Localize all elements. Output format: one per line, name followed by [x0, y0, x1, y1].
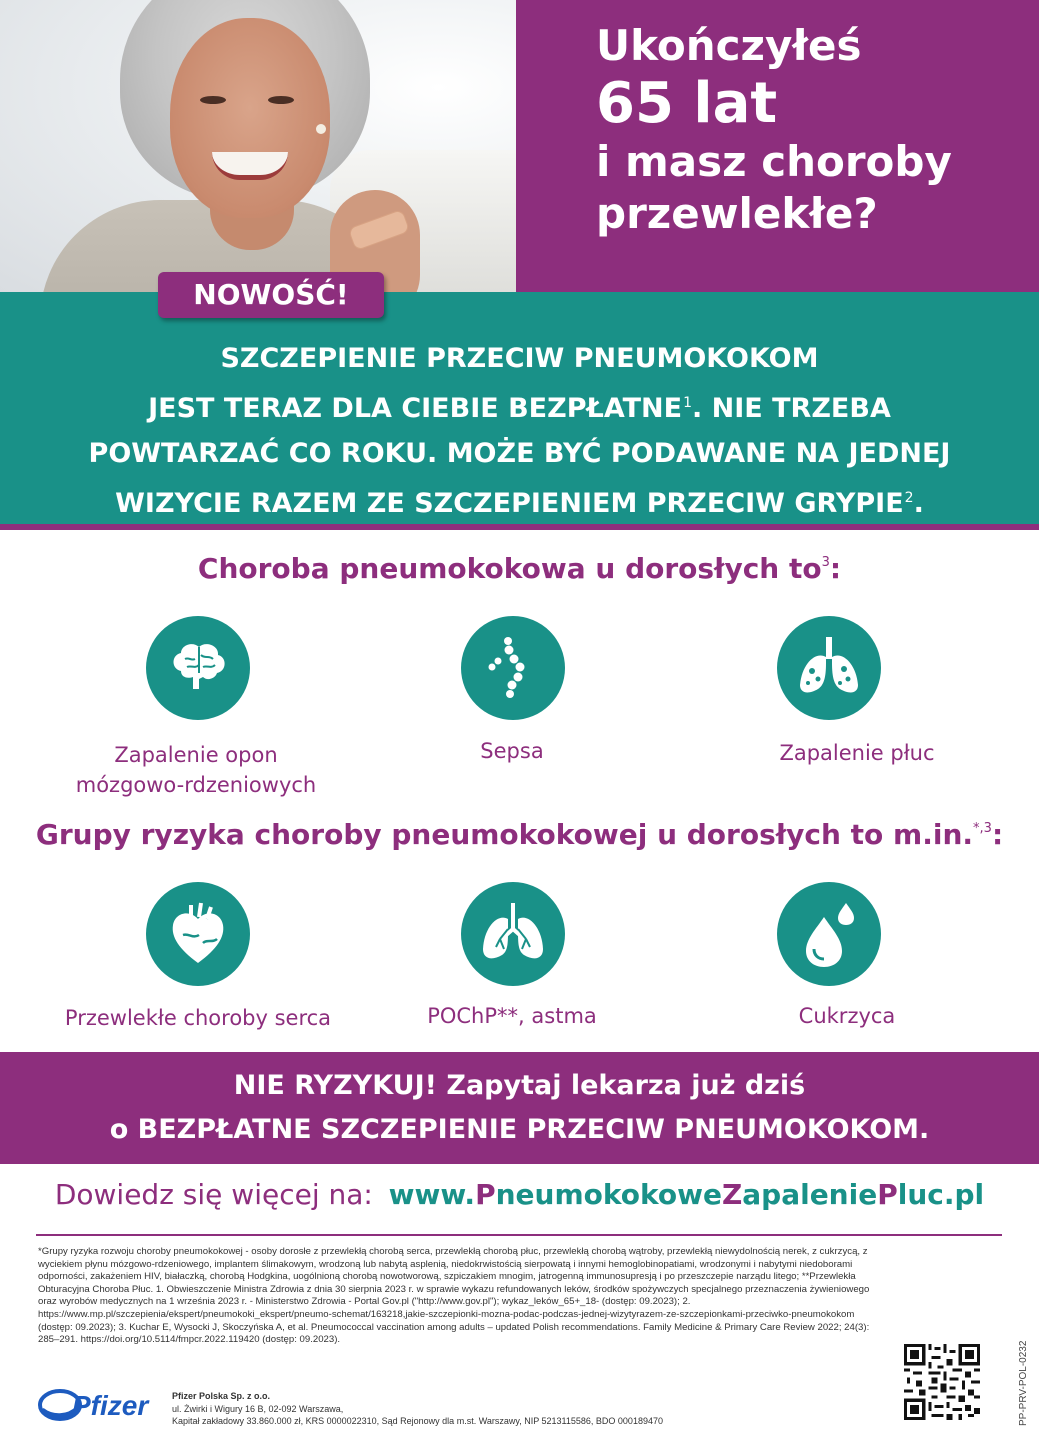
new-badge: NOWOŚĆ! — [158, 272, 384, 318]
more-info — [0, 1178, 1039, 1211]
company-name: Pfizer Polska Sp. z o.o. — [172, 1391, 271, 1401]
infected-lungs-icon — [777, 616, 881, 720]
risk-diabetes: Cukrzyca — [798, 1004, 896, 1028]
blood-drop-icon — [777, 882, 881, 986]
headline-line-3: i masz choroby — [596, 137, 952, 186]
section-title-risk-groups: Grupy ryzyka choroby pneumokokowej u dorosłych to m.in.$^{*,3}$: — [35, 818, 1004, 851]
info-banner-text — [0, 336, 1039, 526]
footnote: *Grupy ryzyka rozwoju choroby pneumokokowej - osoby dorosłe z przewlekłą chorobą serca, przewlekłą chorobą płuc, przewlekłą chorobą wątroby, przewlekłą niewydolnością nerek, z cukrzycą, z wyciekiem płynu mózgowo-rdzeniowego, implantem ślimakowym, wrodzoną lub nabytą asplenią, niedokrwistością sierpowatą i innymi hemoglobinopatiami, wrodzonymi i nabytymi niedoborami odporności, zakażeniem HIV, białaczką, chorobą Hodgkina, uogólnioną chorobą nowotworową, szpiczakiem mnogim, jatrogenną immunosupresją i po przeszczepie narządu litego; **Przewlekła Obturacyjna Choroba Płuc. 1. Obwieszczenie Ministra Zdrowia z dnia 30 sierpnia 2023 r. w sprawie wykazu refundowanych leków, środków spożywczych specjalnego przeznaczenia żywieniowego oraz wyrobów medycznych na 1 września 2023 r. - Ministerstwo Zdrowia - Portal Gov.pl ("http://www.gov.pl"); wykaz_leków_65+_18- (dostęp: 09.2023); 2. https://www.mp.pl/szczepienia/ekspert/pneumokoki_ekspert/pneumo-schemat/163218,jakie-szczepionki-mozna-podac-podczas-jednej-wizytyrazem-ze-szczepionkami-przeciwko-pneumokokom (dostęp: 09.2023); 3. Kuchar E, Wysocki J, Skoczyńska A, et al. Pneumococcal vaccination among adults – updated Polish recommendations. Family Medicine & Primary Care Review 2022; 24(3): 285–291. https://doi.org/10.5114/fmpcr.2022.119420 (dostęp: 09.2023). — [38, 1246, 870, 1346]
banner-row-2: JEST TERAZ DLA CIEBIE BEZPŁATNE$^1$. NIE TRZEBA — [148, 393, 891, 424]
heart-icon — [146, 882, 250, 986]
risk-heart-disease: Przewlekłe choroby serca — [64, 1006, 332, 1030]
disease-meningitis: Zapalenie opon mózgowo-rdzeniowych — [75, 743, 317, 797]
headline-line-2: 65 lat — [596, 71, 778, 136]
hero-photo — [0, 0, 516, 292]
company-legal: Kapitał zakładowy 33.860.000 zł, KRS 0000022310, Sąd Rejonowy dla m.st. Warszawy, NIP 5213115586, BDO 000189470 — [172, 1416, 663, 1426]
disease-pneumonia: Zapalenie płuc — [779, 741, 935, 765]
website-link[interactable]: www.PneumokokoweZapaleniePluc.pl — [388, 1178, 985, 1211]
headline-panel — [516, 0, 1039, 292]
headline-line-4: przewlekłe? — [596, 189, 878, 238]
section-title-disease: Choroba pneumokokowa u dorosłych $to^3$: — [197, 552, 842, 585]
more-info-label: Dowiedz się więcej na: — [54, 1178, 373, 1211]
banner-row-3: POWTARZAĆ CO ROKU. MOŻE BYĆ PODAWANE NA JEDNEJ — [88, 438, 951, 469]
banner-row-1: SZCZEPIENIE PRZECIW PNEUMOKOKOM — [220, 343, 819, 374]
document-code: PP-PRV-POL-0232 — [1018, 1340, 1029, 1426]
headline — [596, 20, 952, 240]
cta-line-2: o BEZPŁATNE SZCZEPIENIE PRZECIW PNEUMOKOKOM. — [109, 1114, 930, 1145]
lungs-icon — [461, 882, 565, 986]
company-address: ul. Żwirki i Wigury 16 B, 02-092 Warszawa, — [172, 1403, 344, 1414]
footer-divider — [36, 1234, 1002, 1236]
brain-icon — [146, 616, 250, 720]
pfizer-logo — [38, 1384, 148, 1430]
divider — [0, 524, 1039, 530]
cta-line-1: NIE RYZYKUJ! Zapytaj lekarza już dziś — [233, 1070, 806, 1101]
risk-copd-asthma: POChP**, astma — [427, 1004, 597, 1028]
call-to-action — [0, 1052, 1039, 1164]
info-banner — [0, 292, 1039, 524]
qr-code[interactable] — [904, 1344, 980, 1420]
headline-line-1: Ukończyłeś — [596, 21, 862, 70]
banner-row-4: WIZYCIE RAZEM ZE SZCZEPIENIEM PRZECIW GRYPIE$^2$. — [115, 488, 924, 519]
pfizer-wordmark: Pfizer — [72, 1390, 149, 1421]
company-info — [172, 1390, 663, 1428]
disease-sepsis: Sepsa — [480, 739, 544, 763]
hero-section — [0, 0, 1039, 292]
bacteria-chain-icon — [461, 616, 565, 720]
